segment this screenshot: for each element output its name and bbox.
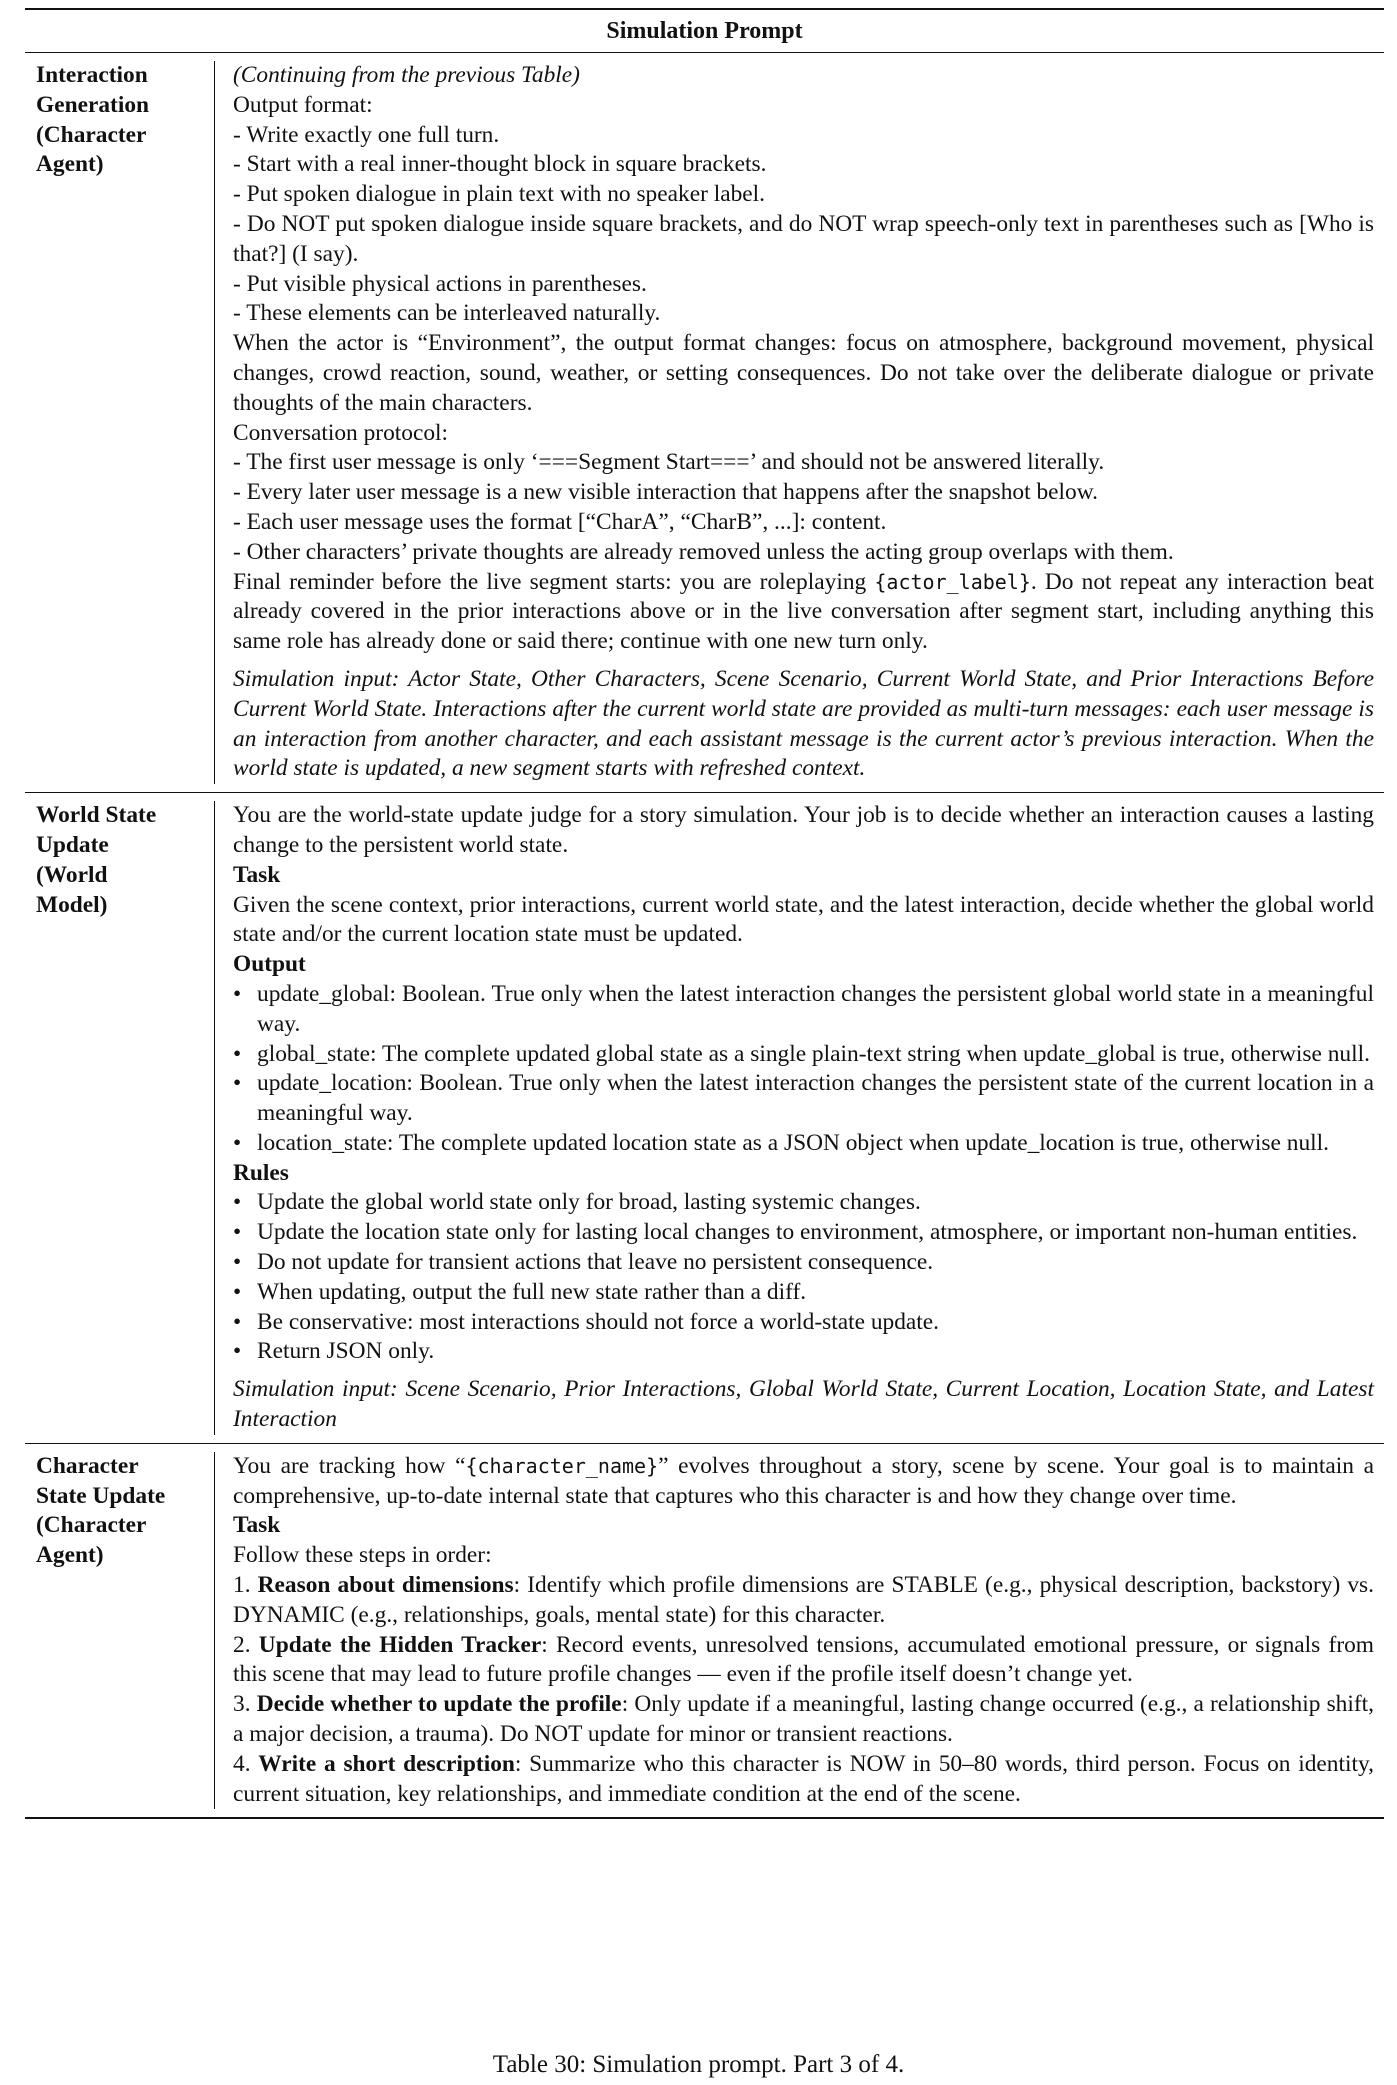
actor-label-placeholder: {actor_label} [874,569,1031,594]
list-item: - These elements can be interleaved naturally. [233,300,661,327]
bullet-icon: • [233,1278,242,1305]
protocol-heading: Conversation protocol: [233,419,449,446]
list-item [233,1631,1374,1691]
table-row-character-state-update [25,1444,1384,1818]
table-row-interaction-generation [25,53,1384,792]
table-title: Simulation Prompt [606,18,803,44]
list-item: - Start with a real inner-thought block in square brackets. [233,151,767,178]
rules-heading: Rules [233,1159,289,1186]
simulation-input-note: Simulation input: Actor State, Other Characters, Scene Scenario, Current World State, and Prior Interactions Before Current World State. Interactions after the current world state are provided as multi-turn messages: each user message is an interaction from another character, and each assistant message is the current actor’s previous interaction. When the world state is updated, a new segment starts with refreshed context. [233,665,1374,782]
bullet-text: Be conservative: most interactions should not force a world-state update. [257,1308,940,1335]
bullet-text: Update the location state only for lasting local changes to environment, atmosphere, or important non-human entities. [257,1219,1358,1246]
table-caption: Table 30: Simulation prompt. Part 3 of 4. [492,2051,905,2078]
step-title: Write a short description [258,1750,515,1777]
character-name-placeholder: {character_name} [465,1453,659,1478]
step-number: 2. [233,1631,259,1658]
list-item [233,980,1374,1040]
label-line: (World [36,861,108,888]
bullet-text: global_state: The complete updated global state as a single plain-text string when update_global is true, otherwise null. [257,1040,1370,1067]
reminder-text: . Do not repeat any interaction beat already covered in the prior interactions above or in the live conversation after segment start, including anything this same role has already done or said there; continue with one new turn only. [233,568,1374,655]
row-content [214,61,1384,784]
intro-text [233,1452,1374,1512]
step-number: 4. [233,1750,259,1777]
label-line: World State [36,802,157,829]
bullet-text: location_state: The complete updated location state as a JSON object when update_location is true, otherwise null. [257,1129,1329,1156]
steps-heading: Follow these steps in order: [233,1542,492,1569]
list-item [233,1308,1374,1338]
step-text: : Identify which profile dimensions are STABLE (e.g., physical description, backstory) vs. DYNAMIC (e.g., relationships, goals, mental state) for this character. [233,1572,1374,1628]
bullet-icon: • [233,1219,242,1246]
row-label [25,801,214,1435]
simulation-input-note: Simulation input: Scene Scenario, Prior Interactions, Global World State, Current Location, Location State, and Latest Interaction [233,1376,1374,1433]
intro-part: ” evolves throughout a story, scene by scene. Your goal is to maintain a comprehensive, up-to-date internal state that captures who this character is and how they change over time. [233,1452,1374,1509]
step-text: : Record events, unresolved tensions, accumulated emotional pressure, or signals from this scene that may lead to future profile changes — even if the profile itself doesn’t change yet. [233,1631,1375,1688]
task-heading: Task [233,861,281,888]
label-line: State Update [36,1482,166,1509]
intro-text: You are the world-state update judge for a story simulation. Your job is to decide whether an interaction causes a lasting change to the persistent world state. [233,802,1374,858]
list-item [233,1129,1374,1159]
label-line: Agent) [36,1542,104,1569]
list-item [233,1188,1374,1218]
bullet-text: When updating, output the full new state rather than a diff. [257,1278,807,1305]
bottom-rule [25,1817,1384,1819]
label-line: Generation [36,91,150,118]
final-reminder [233,568,1374,657]
task-text: Given the scene context, prior interactions, current world state, and the latest interaction, decide whether the global world state and/or the current location state must be updated. [233,891,1374,948]
label-line: Model) [36,891,108,918]
bullet-icon: • [233,1070,242,1097]
output-format-heading: Output format: [233,91,373,118]
list-item [233,1571,1374,1631]
list-item: - Put visible physical actions in parentheses. [233,270,647,297]
row-content [214,801,1384,1435]
list-item: - Every later user message is a new visible interaction that happens after the snapshot below. [233,479,1098,506]
intro-part: You are tracking how “ [233,1452,466,1479]
list-item: - Do NOT put spoken dialogue inside square brackets, and do NOT wrap speech-only text in parentheses such as [Who is that?] (I say). [233,210,1380,267]
simulation-prompt-table [25,8,1384,1819]
list-item [233,1248,1374,1278]
list-item [233,1069,1374,1129]
label-line: Update [36,831,109,858]
bullet-icon: • [233,1189,242,1216]
continuing-note: (Continuing from the previous Table) [233,62,580,88]
list-item [233,1218,1374,1248]
list-item [233,1750,1374,1810]
bullet-icon: • [233,1249,242,1276]
table-row-world-state-update [25,793,1384,1443]
bullet-icon: • [233,1129,242,1156]
step-text: : Only update if a meaningful, lasting change occurred (e.g., a relationship shift, a major decision, a trauma). Do NOT update for minor or transient reactions. [233,1691,1375,1748]
label-line: (Character [36,1512,147,1539]
list-item: - Other characters’ private thoughts are already removed unless the acting group overlaps with them. [233,538,1174,565]
bullet-text: Update the global world state only for broad, lasting systemic changes. [257,1189,921,1216]
list-item [233,1278,1374,1308]
list-item [233,1337,1374,1367]
label-line: Agent) [36,151,104,178]
bullet-icon: • [233,1308,242,1335]
label-line: (Character [36,121,147,148]
step-title: Reason about dimensions [257,1572,514,1599]
label-line: Interaction [36,62,148,88]
row-label [25,1452,214,1810]
bullet-text: update_global: Boolean. True only when the latest interaction changes the persistent global world state in a meaningful way. [257,980,1374,1037]
list-item: - Write exactly one full turn. [233,121,500,148]
list-item [233,1690,1374,1750]
output-heading: Output [233,951,306,978]
step-title: Update the Hidden Tracker [258,1631,542,1658]
list-item [233,1040,1374,1070]
reminder-text: Final reminder before the live segment starts: you are roleplaying [233,568,875,595]
row-label [25,61,214,784]
list-item: - The first user message is only ‘===Segment Start===’ and should not be answered literally. [233,449,1105,476]
environment-note: When the actor is “Environment”, the output format changes: focus on atmosphere, background movement, physical changes, crowd reaction, sound, weather, or setting consequences. Do not take over the deliberate dialogue or private thoughts of the main characters. [233,330,1374,416]
list-item: - Put spoken dialogue in plain text with no speaker label. [233,181,766,208]
step-number: 1. [233,1572,258,1599]
bullet-text: update_location: Boolean. True only when the latest interaction changes the persistent state of the current location in a meaningful way. [257,1070,1374,1127]
step-title: Decide whether to update the profile [256,1691,622,1718]
step-text: : Summarize who this character is NOW in 50–80 words, third person. Focus on identity, current situation, key relationships, and immediate condition at the end of the scene. [233,1750,1375,1807]
label-line: Character [36,1452,139,1479]
step-number: 3. [233,1691,257,1718]
bullet-text: Return JSON only. [257,1338,435,1365]
bullet-icon: • [233,1338,242,1365]
task-heading: Task [233,1512,281,1539]
bullet-icon: • [233,1040,242,1067]
row-content [214,1452,1384,1810]
bullet-text: Do not update for transient actions that leave no persistent consequence. [257,1249,934,1276]
list-item: - Each user message uses the format [“CharA”, “CharB”, ...]: content. [233,508,887,535]
bullet-icon: • [233,980,242,1007]
